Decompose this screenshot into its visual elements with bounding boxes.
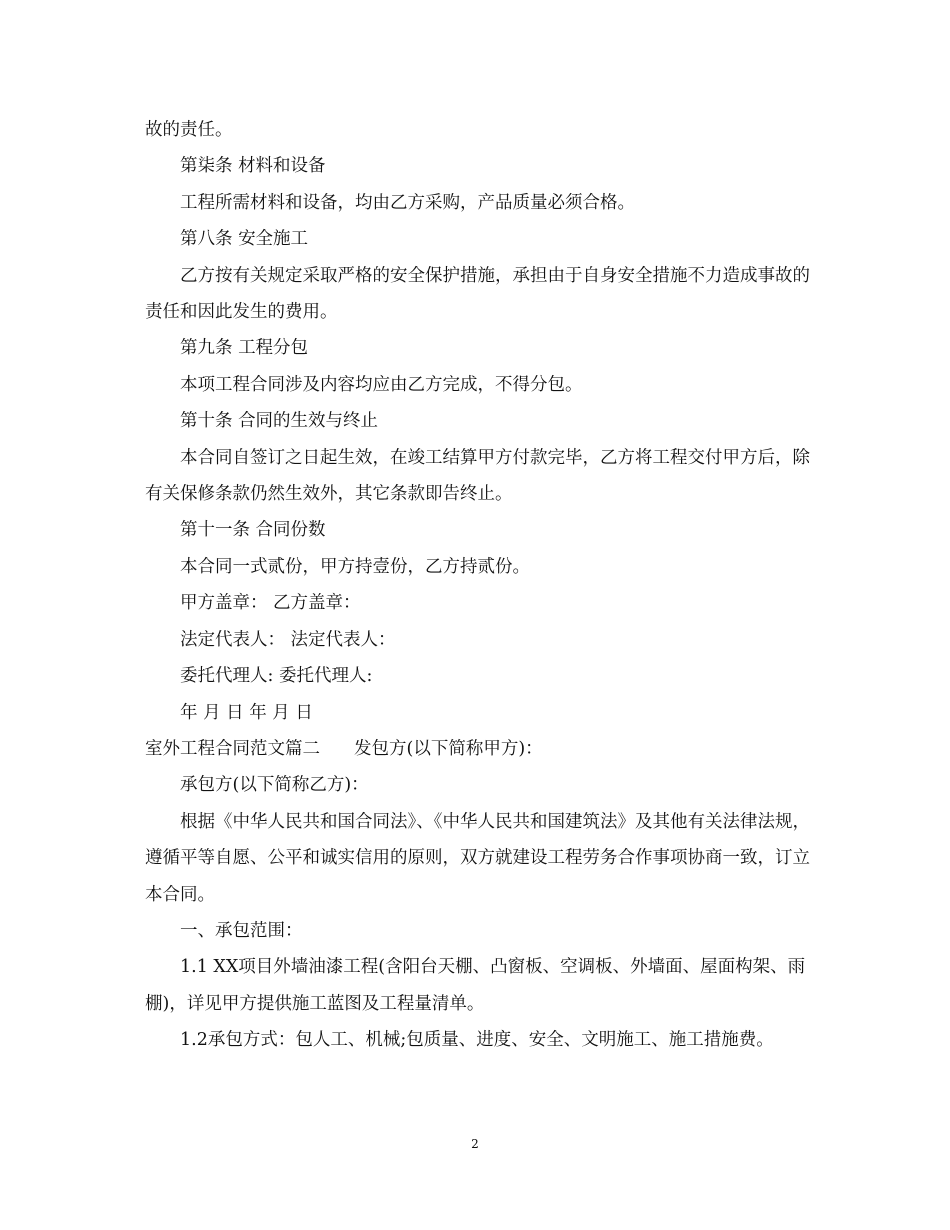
paragraph: 工程所需材料和设备，均由乙方采购，产品质量必须合格。 bbox=[180, 192, 635, 213]
document-body bbox=[145, 112, 810, 1059]
paragraph: 本合同一式贰份，甲方持壹份，乙方持贰份。 bbox=[180, 556, 530, 577]
signature-line: 甲方盖章： 乙方盖章： bbox=[180, 593, 361, 614]
paragraph: 承包方(以下简称乙方)： bbox=[180, 775, 369, 796]
section-title: 室外工程合同范文篇二 bbox=[145, 738, 320, 759]
clause-heading: 第八条 安全施工 bbox=[180, 229, 309, 250]
clause-heading: 第九条 工程分包 bbox=[180, 338, 309, 359]
clause-heading: 第柒条 材料和设备 bbox=[180, 156, 326, 177]
date-line: 年 月 日 年 月 日 bbox=[180, 702, 313, 723]
clause-heading: 第十条 合同的生效与终止 bbox=[180, 411, 379, 432]
paragraph: 乙方按有关规定采取严格的安全保护措施，承担由于自身安全措施不力造成事故的责任和因此发生的费用。 bbox=[145, 265, 810, 323]
section-title-continuation: 发包方(以下简称甲方)： bbox=[354, 738, 543, 759]
signature-line: 委托代理人: 委托代理人: bbox=[180, 666, 373, 687]
paragraph: 本合同自签订之日起生效，在竣工结算甲方付款完毕，乙方将工程交付甲方后，除有关保修条款仍然生效外，其它条款即告终止。 bbox=[145, 447, 810, 505]
page-number: 2 bbox=[471, 1137, 479, 1151]
paragraph: 1.1 XX项目外墙油漆工程(含阳台天棚、凸窗板、空调板、外墙面、屋面构架、雨棚)，详见甲方提供施工蓝图及工程量清单。 bbox=[145, 957, 806, 1014]
paragraph: 故的责任。 bbox=[145, 120, 233, 140]
clause-heading: 一、承包范围： bbox=[180, 920, 303, 941]
section-title-line bbox=[145, 731, 810, 767]
paragraph: 根据《中华人民共和国合同法》、《中华人民共和国建筑法》及其他有关法律法规，遵循平等自愿、公平和诚实信用的原则，双方就建设工程劳务合作事项协商一致，订立本合同。 bbox=[145, 811, 810, 905]
paragraph: 1.2承包方式：包人工、机械;包质量、进度、安全、文明施工、施工措施费。 bbox=[180, 1030, 774, 1051]
paragraph: 本项工程合同涉及内容均应由乙方完成，不得分包。 bbox=[180, 374, 583, 395]
signature-line: 法定代表人： 法定代表人： bbox=[180, 629, 396, 650]
clause-heading: 第十一条 合同份数 bbox=[180, 520, 326, 541]
